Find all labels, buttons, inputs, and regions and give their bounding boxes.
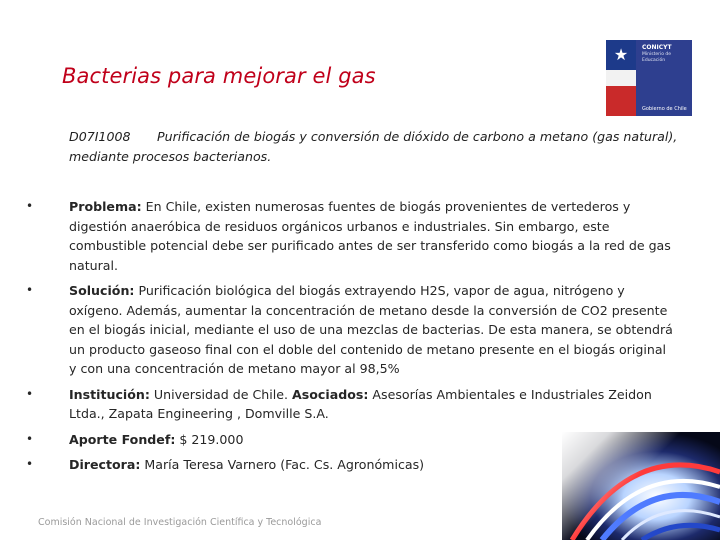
bullet-solucion bbox=[26, 281, 676, 379]
bullet-text: $ 219.000 bbox=[175, 431, 244, 447]
bullet-heading: Problema: bbox=[69, 199, 142, 214]
bullet-heading-associates: Asociados: bbox=[292, 386, 369, 402]
bullet-text: María Teresa Varnero (Fac. Cs. Agronómicas) bbox=[140, 457, 425, 472]
bullet-heading: Directora: bbox=[69, 457, 141, 472]
bullet-heading: Solución: bbox=[69, 283, 135, 298]
bullet-heading: Aporte Fondef: bbox=[69, 431, 176, 447]
bullet-text: En Chile, existen numerosas fuentes de biogás provenientes de vertederos y digestión anaeróbica de residuos orgánicos urbanos e industriales. Sin embargo, este combustible potencial debe ser purificado antes de ser transferido como biogás a la red de gas natural. bbox=[69, 199, 671, 273]
bullet-dot-icon: • bbox=[26, 283, 34, 297]
logo-brand: CONICYT bbox=[642, 44, 672, 51]
logo-subtitle: Ministerio de Educación bbox=[642, 52, 672, 63]
project-description: Purificación de biogás y conversión de dióxido de carbono a metano (gas natural), mediante procesos bacterianos. bbox=[69, 129, 678, 164]
bullet-institucion bbox=[26, 385, 676, 424]
bullet-dot-icon: • bbox=[26, 386, 34, 401]
conicyt-logo bbox=[606, 40, 692, 116]
bullet-text: Purificación biológica del biogás extrayendo H2S, vapor de agua, nitrógeno y oxígeno. Además, aumentar la concentración de metano desde la conversión de CO2 presente en el biogás inicial, mediante el uso de una mezclas de bacterias. De esta manera, se obtendrá un producto gaseoso final con el doble del contenido de metano presente en el biogás original y con una concentración de metano mayor al 98,5% bbox=[69, 283, 673, 376]
slide-title: Bacterias para mejorar el gas bbox=[62, 64, 376, 88]
bullet-problema bbox=[26, 197, 676, 275]
bullet-dot-icon: • bbox=[26, 457, 34, 471]
flag-red-band bbox=[606, 86, 636, 116]
footer-organization: Comisión Nacional de Investigación Científica y Tecnológica bbox=[38, 517, 322, 528]
project-intro bbox=[69, 127, 679, 167]
star-icon: ★ bbox=[613, 45, 629, 64]
project-code: D07I1008 bbox=[69, 129, 131, 144]
logo-government: Gobierno de Chile bbox=[642, 106, 687, 112]
bullet-dot-icon: • bbox=[26, 199, 34, 213]
tunnel-light-photo bbox=[562, 432, 720, 540]
bullet-text: Universidad de Chile. bbox=[149, 386, 293, 402]
photo-fade-overlay bbox=[562, 432, 720, 540]
bullet-text-associates: Asesorías Ambientales e Industriales Zeidon Ltda., Zapata Engineering , Domville S.A. bbox=[69, 386, 652, 421]
bullet-dot-icon: • bbox=[26, 431, 34, 446]
bullet-heading: Institución: bbox=[69, 386, 150, 402]
